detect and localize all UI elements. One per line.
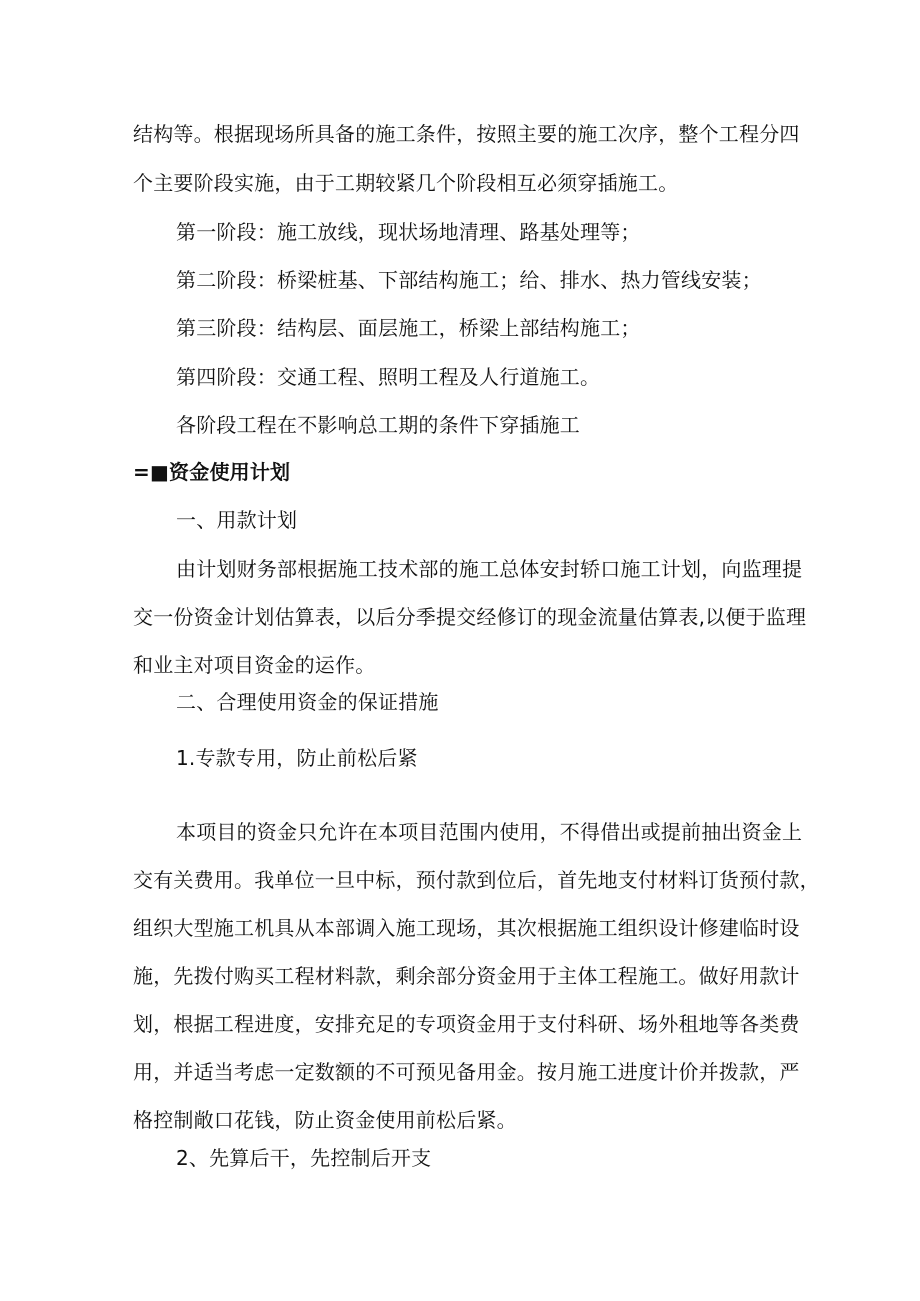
paragraph-line: 组织大型施工机具从本部调入施工现场，其次根据施工组织设计修建临时设 (133, 916, 800, 940)
paragraph-line: 由计划财务部根据施工技术部的施工总体安封轿口施工计划，向监理提 (176, 557, 803, 581)
stage-two: 第二阶段：桥梁桩基、下部结构施工；给、排水、热力管线安装； (176, 268, 762, 292)
paragraph-line: 格控制敞口花钱，防止资金使用前松后紧。 (133, 1108, 517, 1132)
paragraph-line: 施，先拨付购买工程材料款，剩余部分资金用于主体工程施工。做好用款计 (133, 964, 800, 988)
stages-note: 各阶段工程在不影响总工期的条件下穿插施工 (176, 413, 580, 437)
subheading-spending-plan: 一、用款计划 (176, 508, 298, 532)
paragraph-line: 划，根据工程进度，安排充足的专项资金用于支付科研、场外租地等各类费 (133, 1012, 800, 1036)
stage-one: 第一阶段：施工放线，现状场地清理、路基处理等； (176, 220, 641, 244)
paragraph-line: 交一份资金计划估算表，以后分季提交经修订的现金流量估算表,以便于监理 (133, 605, 807, 629)
section-heading: =■资金使用计划 (133, 460, 291, 484)
item-two-heading: 2、先算后干，先控制后开支 (176, 1146, 432, 1170)
subheading-guarantee-measures: 二、合理使用资金的保证措施 (176, 690, 439, 714)
paragraph-line: 交有关费用。我单位一旦中标，预付款到位后，首先地支付材料订货预付款， (133, 868, 820, 892)
paragraph-line: 结构等。根据现场所具备的施工条件，按照主要的施工次序，整个工程分四 (133, 122, 800, 146)
stage-three: 第三阶段：结构层、面层施工，桥梁上部结构施工； (176, 316, 641, 340)
paragraph-line: 和业主对项目资金的运作。 (133, 653, 376, 677)
paragraph-line: 本项目的资金只允许在本项目范围内使用，不得借出或提前抽出资金上 (176, 820, 803, 844)
paragraph-line: 用，并适当考虑一定数额的不可预见备用金。按月施工进度计价并拨款，严 (133, 1060, 800, 1084)
paragraph-line: 个主要阶段实施，由于工期较紧几个阶段相互必须穿插施工。 (133, 171, 679, 195)
item-one-heading: 1.专款专用，防止前松后紧 (176, 746, 418, 770)
stage-four: 第四阶段：交通工程、照明工程及人行道施工。 (176, 365, 601, 389)
